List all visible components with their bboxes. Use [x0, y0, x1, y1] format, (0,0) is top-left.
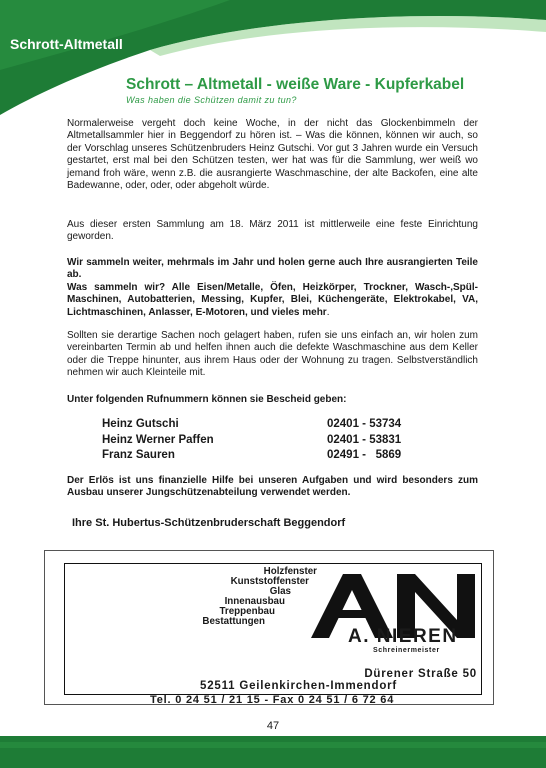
footer-band — [0, 736, 546, 768]
collected-items: Was sammeln wir? Alle Eisen/Metalle, Öfen, Heizkörper, Trockner, Wasch-,Spül-Maschinen, Autobatterien, Messing, Kupfer, Blei, Küchengeräte, Elektrokabel, VA, Lichtmaschinen, Anlasser, E-Motoren, und vieles mehr — [67, 281, 478, 318]
contact-name: Franz Sauren — [102, 449, 175, 461]
advert-services: Holzfenster Kunststoffenster Glas Innenausbau Treppenbau Bestattungen — [202, 566, 317, 628]
company-phone: Tel. 0 24 51 / 21 15 - Fax 0 24 51 / 6 72 64 — [150, 694, 395, 706]
contact-phone: 02401 - 53734 — [327, 418, 402, 430]
contact-phone: 02401 - 53831 — [327, 433, 402, 446]
company-city: 52511 Geilenkirchen-Immendorf — [200, 680, 398, 692]
page-number: 47 — [266, 720, 280, 732]
article-paragraph: Normalerweise vergeht doch keine Woche, in der nicht das Glockenbimmeln der Altmetallsammler hier in Beggendorf zu hören ist. – Was die können, können wir auch, so der Vorschlag unseres Schützenbruders Heinz Gutschi. Vor gut 3 Jahren wurde ein Versuch gestartet, erst mal bei den Schützen testen, wer hat was für die Sammlung, wer weiß wo jemand froh wäre, wenn z.B. die ausrangierte Waschmaschine, der alte Backofen, eine alte Badewanne, oder, oder, oder abgeholt würde. — [67, 118, 478, 192]
page-title: Schrott – Altmetall - weiße Ware - Kupferkabel — [126, 76, 465, 93]
section-label: Schrott-Altmetall — [10, 36, 123, 52]
company-trade: Schreinermeister — [373, 647, 440, 654]
contact-row — [102, 448, 412, 464]
closing-signature: Ihre St. Hubertus-Schützenbruderschaft Beggendorf — [72, 517, 346, 529]
contact-row — [102, 433, 412, 449]
company-street: Dürener Straße 50 — [364, 668, 477, 680]
company-name: A. NIEREN — [348, 626, 458, 647]
article-paragraph: Aus dieser ersten Sammlung am 18. März 2011 ist mittlerweile eine feste Einrichtung geworden. — [67, 219, 478, 243]
advert-box — [64, 563, 482, 695]
article-paragraph-bold: Wir sammeln weiter, mehrmals im Jahr und holen gerne auch Ihre ausrangierten Teile ab. Was sammeln wir? Alle Eisen/Metalle, Öfen, Heizkörper, Trockner, Wasch-,Spül-Maschinen, Autobatterien, Messing, Kupfer, Blei, Küchengeräte, Elektrokabel, VA, Lichtmaschinen, Anlasser, E-Motoren, und vieles mehr. — [67, 257, 478, 318]
contacts-intro: Unter folgenden Rufnummern können sie Bescheid geben: — [67, 394, 347, 405]
contact-list — [102, 417, 412, 464]
article-paragraph-bold: Der Erlös ist uns finanzielle Hilfe bei unseren Aufgaben und wird besonders zum Ausbau unserer Jungschützenabteilung verwendet werden. — [67, 475, 478, 499]
contact-row — [102, 417, 412, 433]
contact-name: Heinz Werner Paffen — [102, 433, 214, 446]
contact-name: Heinz Gutschi — [102, 418, 179, 430]
article-paragraph: Sollten sie derartige Sachen noch gelagert haben, rufen sie uns einfach an, wir holen zum vereinbarten Termin ab und helfen ihnen auch die defekte Waschmaschine aus dem Keller oder die Treppe hinunter, aus ihrem Haus oder der Wohnung zu tragen. Selbstverständlich nehmen wir auch Kleinteile mit. — [67, 330, 478, 379]
contact-phone: 02491 - 5869 — [327, 449, 402, 461]
page-subtitle: Was haben die Schützen damit zu tun? — [126, 95, 297, 105]
